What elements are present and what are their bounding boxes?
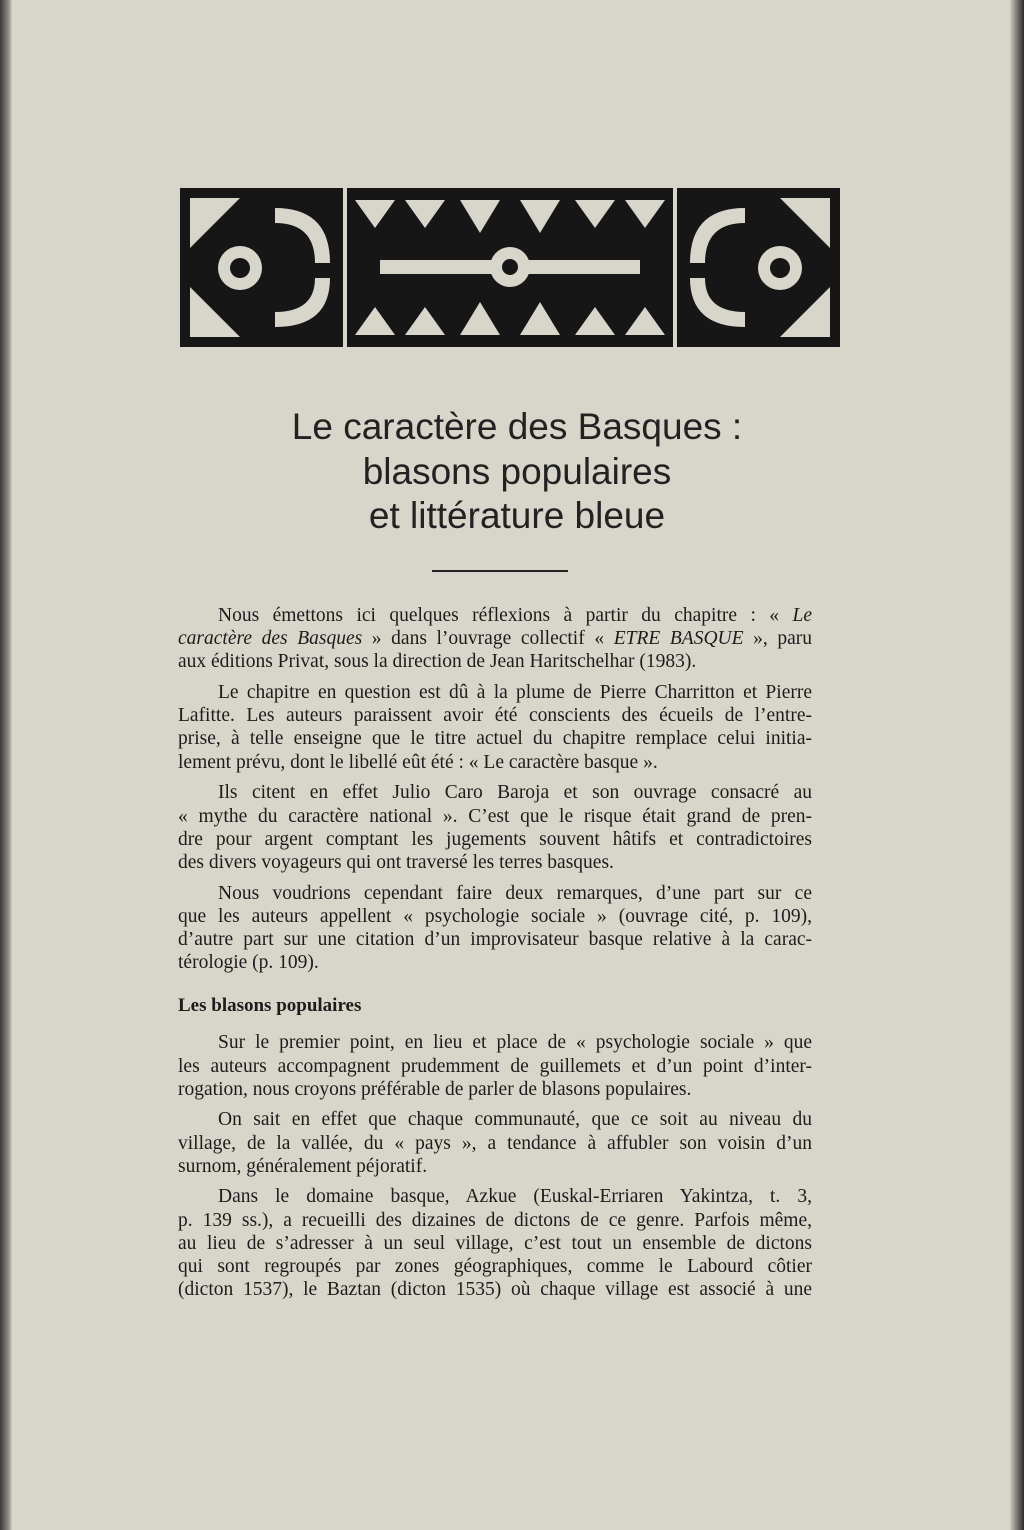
blasons-section [178,1031,812,1301]
text-line: Lafitte. Les auteurs paraissent avoir été conscients des écueils de l’entre- [178,705,812,727]
text-line: Nous émettons ici quelques réflexions à partir du chapitre : « Le [218,605,812,626]
text-line: surnom, généralement péjoratif. [178,1155,428,1177]
text-line: d’autre part sur une citation d’un improvisateur basque relative à la carac- [178,928,812,950]
text-line: les auteurs accompagnent prudemment de guillemets et d’un point d’inter- [178,1055,812,1077]
text-line: aux éditions Privat, sous la direction de Jean Haritschelhar (1983). [178,651,697,673]
title-line: blasons populaires [362,450,672,492]
text-line: Dans le domaine basque, Azkue (Euskal-Erriaren Yakintza, t. 3, [218,1186,812,1208]
intro-section [178,604,812,974]
text-line: « mythe du caractère national ». C’est que le risque était grand de pren- [178,805,812,827]
text-line: p. 139 ss.), a recueilli des dizaines de dictons de ce genre. Parfois même, [178,1209,812,1231]
basque-ornament-banner [180,188,840,347]
paragraph [178,1108,812,1178]
title-line: Le caractère des Basques : [291,406,743,447]
text-line: au lieu de s’adresser à un seul village, c’est tout un ensemble de dictons [178,1232,812,1254]
text-line: lement prévu, dont le libellé eût été : « Le caractère basque ». [178,751,658,773]
text-line: village, de la vallée, du « pays », a tendance à affubler son voisin d’un [178,1132,812,1154]
text-line: Sur le premier point, en lieu et place de « psychologie sociale » que [218,1032,812,1054]
article-body [178,604,812,1309]
title-line: et littérature bleue [368,495,666,536]
text-line: caractère des Basques » dans l’ouvrage collectif « ETRE BASQUE », paru [178,628,813,650]
text-line: (dicton 1537), le Baztan (dicton 1535) où chaque village est associé à une [178,1279,812,1301]
paragraph [178,1031,812,1101]
text-line: des divers voyageurs qui ont traversé les terres basques. [178,851,614,873]
title-divider [432,570,568,572]
paragraph [178,681,812,774]
text-line: térologie (p. 109). [178,952,319,974]
page-binding-shadow [0,0,12,1530]
text-line: qui sont regroupés par zones géographiques, comme le Labourd côtier [178,1256,812,1277]
paragraph [178,1185,812,1301]
text-line: Nous voudrions cependant faire deux remarques, d’une part sur ce [218,882,812,904]
text-line: Ils citent en effet Julio Caro Baroja et son ouvrage consacré au [218,782,812,804]
text-line: que les auteurs appellent « psychologie sociale » (ouvrage cité, p. 109), [178,905,812,927]
paragraph [178,781,812,874]
section-heading: Les blasons populaires [178,995,362,1017]
paragraph [178,604,812,674]
text-line: rogation, nous croyons préférable de parler de blasons populaires. [178,1078,692,1100]
article-title [0,405,1024,539]
page-edge-shadow [1010,0,1024,1530]
text-line: On sait en effet que chaque communauté, que ce soit au niveau du [218,1109,812,1131]
text-line: Le chapitre en question est dû à la plume de Pierre Charritton et Pierre [218,682,812,704]
text-line: dre pour argent comptant les jugements souvent hâtifs et contradictoires [178,828,812,850]
text-line: prise, à telle enseigne que le titre actuel du chapitre remplace celui initia- [178,728,812,750]
paragraph [178,882,812,975]
